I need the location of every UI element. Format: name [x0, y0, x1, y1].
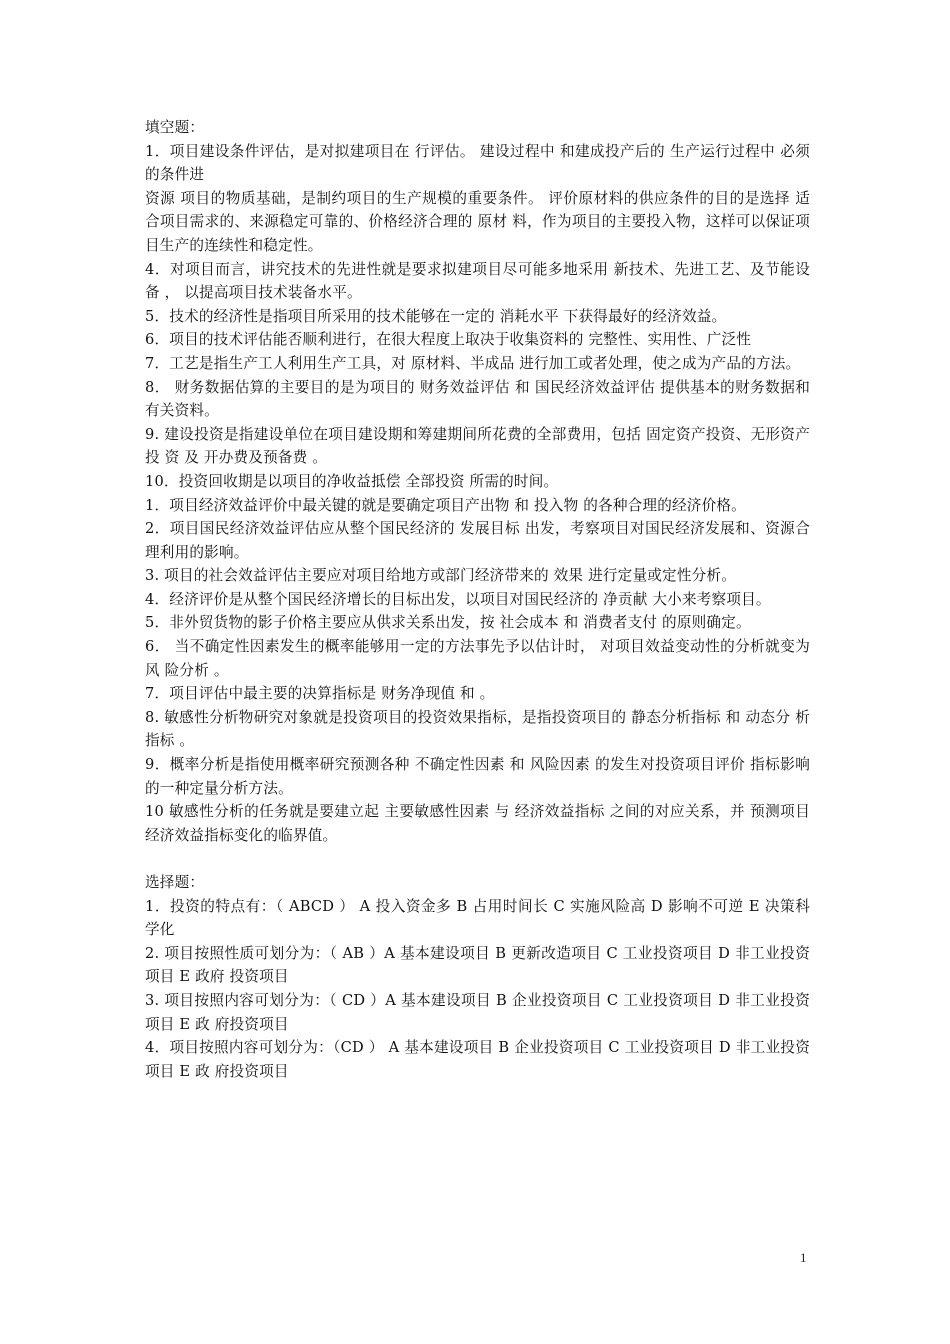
- fill-item: 10 敏感性分析的任务就是要建立起 主要敏感性因素 与 经济效益指标 之间的对应关系，并 预测项目经济效益指标变化的临界值。: [145, 803, 810, 844]
- fill-item: 7．工艺是指生产工人利用生产工具，对 原材料、半成品 进行加工或者处理，使之成为产品的方法。: [145, 354, 801, 372]
- fill-item: 9．概率分析是指使用概率研究预测各种 不确定性因素 和 风险因素 的发生对投资项目评价 指标影响的一种定量分析方法。: [145, 756, 810, 797]
- fill-item: 6．项目的技术评估能否顺利进行，在很大程度上取决于收集资料的 完整性、实用性、广泛性: [145, 331, 752, 349]
- fill-item: 7．项目评估中最主要的决算指标是 财务净现值 和 。: [145, 685, 495, 703]
- fill-item: 8. 敏感性分析物研究对象就是投资项目的投资效果指标，是指投资项目的 静态分析指标 和 动态分 析指标 。: [145, 708, 810, 750]
- fill-item: 1．项目建设条件评估，是对拟建项目在 行评估。 建设过程中 和建成投产后的 生产运行过程中 必须的条件进: [145, 142, 810, 184]
- fill-item: 6． 当不确定性因素发生的概率能够用一定的方法事先予以估计时， 对项目效益变动性的分析就变为 风 险分析 。: [145, 638, 810, 679]
- fill-item: 5．非外贸货物的影子价格主要应从供求关系出发，按 社会成本 和 消费者支付 的原则确定。: [145, 614, 751, 632]
- page-number: 1: [800, 1250, 807, 1265]
- fill-item: 9. 建设投资是指建设单位在项目建设期和筹建期间所花费的全部费用，包括 固定资产投资、无形资产投 资 及 开办费及预备费 。: [145, 425, 810, 467]
- choice-item: 2. 项目按照性质可划分为：（ AB ）A 基本建设项目 B 更新改造项目 C 工业投资项目 D 非工业投资项目 E 政府 投资项目: [145, 944, 810, 986]
- choice-item: 3. 项目按照内容可划分为：（ CD ）A 基本建设项目 B 企业投资项目 C 工业投资项目 D 非工业投资项目 E 政 府投资项目: [145, 991, 810, 1033]
- section-spacer: [145, 847, 810, 871]
- fill-section-heading: 填空题：: [145, 119, 205, 136]
- fill-section-items: [145, 140, 810, 848]
- choice-section-heading: 选择题：: [145, 874, 205, 891]
- choice-section-items: [145, 895, 810, 1084]
- choice-item: 1．投资的特点有：（ ABCD ） A 投入资金多 B 占用时间长 C 实施风险高 D 影响不可逆 E 决策科 学化: [145, 897, 810, 939]
- fill-item: 1．项目经济效益评价中最关键的就是要确定项目产出物 和 投入物 的各种合理的经济价格。: [145, 496, 746, 514]
- fill-item: 资源 项目的物质基础，是制约项目的生产规模的重要条件。 评价原材料的供应条件的目的是选择 适合项目需求的、来源稳定可靠的、价格经济合理的 原材 料，作为项目的主要投入物，这样可以保证项目生产的连续性和稳定性。: [145, 189, 810, 254]
- fill-item: 5．技术的经济性是指项目所采用的技术能够在一定的 消耗水平 下获得最好的经济效益。: [145, 307, 727, 325]
- fill-item: 3. 项目的社会效益评估主要应对项目给地方或部门经济带来的 效果 进行定量或定性分析。: [145, 567, 737, 585]
- choice-item: 4．项目按照内容可划分为：（CD ） A 基本建设项目 B 企业投资项目 C 工业投资项目 D 非工业投资项目 E 政 府投资项目: [145, 1039, 810, 1080]
- fill-item: 10．投资回收期是以项目的净收益抵偿 全部投资 所需的时间。: [145, 472, 559, 490]
- fill-item: 4．对项目而言，讲究技术的先进性就是要求拟建项目尽可能多地采用 新技术、先进工艺、及节能设备 ， 以提高项目技术装备水平。: [145, 260, 810, 302]
- document-body: [145, 116, 810, 1083]
- fill-item: 4．经济评价是从整个国民经济增长的目标出发，以项目对国民经济的 净贡献 大小来考察项目。: [145, 590, 771, 608]
- fill-item: 2．项目国民经济效益评估应从整个国民经济的 发展目标 出发，考察项目对国民经济发展和、资源合 理利用的影响。: [145, 520, 810, 561]
- fill-item: 8． 财务数据估算的主要目的是为项目的 财务效益评估 和 国民经济效益评估 提供基本的财务数据和 有关资料。: [145, 378, 810, 420]
